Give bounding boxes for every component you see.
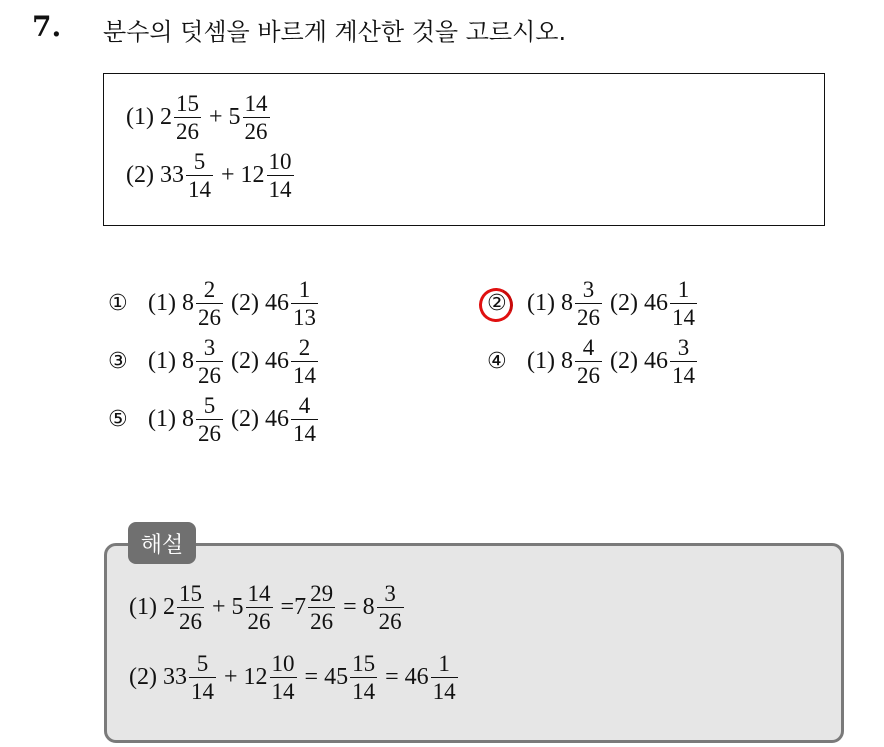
choice-answer bbox=[148, 336, 320, 387]
choice-answer bbox=[527, 336, 699, 387]
choice-answer bbox=[527, 278, 699, 329]
part-label: (2) bbox=[609, 348, 638, 374]
solution-box bbox=[104, 543, 844, 743]
denominator: 26 bbox=[197, 305, 221, 330]
fraction bbox=[196, 394, 223, 445]
equals-sign: = bbox=[385, 664, 399, 690]
plus-operator: + bbox=[223, 664, 238, 690]
choice-marker: ③ bbox=[108, 349, 128, 374]
numerator: 14 bbox=[247, 581, 271, 606]
choice-4[interactable] bbox=[487, 336, 699, 387]
fraction bbox=[196, 336, 223, 387]
denominator: 14 bbox=[292, 363, 316, 388]
fraction bbox=[431, 652, 458, 703]
given-expression-1 bbox=[126, 92, 272, 143]
denominator: 26 bbox=[197, 363, 221, 388]
mixed-whole: 33 bbox=[162, 664, 187, 690]
given-box bbox=[103, 73, 825, 226]
numerator: 3 bbox=[677, 335, 690, 360]
numerator: 15 bbox=[178, 581, 202, 606]
part-label: (2) bbox=[230, 348, 259, 374]
selected-answer-circle bbox=[474, 283, 518, 327]
numerator: 5 bbox=[196, 651, 209, 676]
part-label: (2) bbox=[129, 664, 157, 690]
fraction bbox=[246, 582, 273, 633]
mixed-whole: 12 bbox=[243, 664, 268, 690]
solution-title-tab: 해설 bbox=[128, 522, 196, 564]
denominator: 26 bbox=[197, 421, 221, 446]
mixed-whole: 12 bbox=[240, 162, 265, 188]
choice-marker-wrap bbox=[487, 290, 527, 317]
fraction bbox=[377, 582, 404, 633]
numerator: 4 bbox=[582, 335, 595, 360]
numerator: 15 bbox=[175, 91, 199, 116]
choice-marker: ④ bbox=[487, 349, 507, 374]
part-label: (1) bbox=[148, 348, 176, 374]
solution-line-1 bbox=[129, 582, 406, 633]
fraction bbox=[291, 278, 318, 329]
denominator: 26 bbox=[175, 119, 199, 144]
fraction bbox=[267, 150, 294, 201]
numerator: 1 bbox=[677, 277, 690, 302]
numerator: 29 bbox=[310, 581, 334, 606]
choice-1[interactable] bbox=[108, 278, 320, 329]
part-label: (1) bbox=[148, 406, 176, 432]
denominator: 14 bbox=[190, 679, 214, 704]
numerator: 1 bbox=[438, 651, 450, 676]
denominator: 14 bbox=[271, 679, 295, 704]
mixed-whole: 45 bbox=[324, 664, 349, 690]
mixed-whole: 8 bbox=[560, 290, 573, 316]
mixed-whole: 5 bbox=[231, 594, 244, 620]
numerator: 2 bbox=[203, 277, 216, 302]
part-label: (2) bbox=[230, 406, 259, 432]
mixed-whole: 46 bbox=[264, 348, 289, 374]
denominator: 26 bbox=[244, 119, 268, 144]
equals-sign: = bbox=[343, 594, 357, 620]
mixed-whole: 8 bbox=[181, 348, 194, 374]
mixed-whole: 5 bbox=[228, 104, 241, 130]
fraction bbox=[291, 394, 318, 445]
denominator: 14 bbox=[671, 305, 695, 330]
mixed-whole: 46 bbox=[264, 290, 289, 316]
fraction bbox=[308, 582, 335, 633]
denominator: 14 bbox=[352, 679, 376, 704]
part-label: (2) bbox=[230, 290, 259, 316]
fraction bbox=[670, 336, 697, 387]
plus-operator: + bbox=[211, 594, 226, 620]
question-text: 분수의 덧셈을 바르게 계산한 것을 고르시오. bbox=[103, 18, 567, 46]
equals-sign: = bbox=[280, 594, 295, 620]
numerator: 5 bbox=[193, 149, 206, 174]
mixed-whole: 46 bbox=[264, 406, 289, 432]
mixed-whole: 46 bbox=[404, 664, 429, 690]
fraction bbox=[350, 652, 377, 703]
numerator: 2 bbox=[298, 335, 311, 360]
fraction bbox=[174, 92, 201, 143]
fraction bbox=[186, 150, 213, 201]
given-expression-2 bbox=[126, 150, 296, 201]
given-label: (1) bbox=[126, 104, 154, 130]
mixed-whole: 8 bbox=[560, 348, 573, 374]
mixed-whole: 46 bbox=[643, 348, 668, 374]
numerator: 3 bbox=[203, 335, 216, 360]
fraction bbox=[670, 278, 697, 329]
denominator: 13 bbox=[292, 305, 316, 330]
part-label: (1) bbox=[527, 290, 555, 316]
numerator: 10 bbox=[271, 651, 295, 676]
part-label: (2) bbox=[609, 290, 638, 316]
numerator: 14 bbox=[244, 91, 268, 116]
mixed-whole: 8 bbox=[181, 406, 194, 432]
denominator: 14 bbox=[671, 363, 695, 388]
numerator: 15 bbox=[352, 651, 376, 676]
choice-marker: ② bbox=[487, 291, 507, 316]
mixed-whole: 46 bbox=[643, 290, 668, 316]
solution-line-2 bbox=[129, 652, 460, 703]
choice-marker: ① bbox=[108, 291, 128, 316]
denominator: 14 bbox=[432, 679, 456, 704]
plus-operator: + bbox=[220, 162, 235, 188]
mixed-whole: 2 bbox=[162, 594, 175, 620]
numerator: 4 bbox=[298, 393, 311, 418]
numerator: 3 bbox=[384, 581, 396, 606]
part-label: (1) bbox=[129, 594, 157, 620]
fraction bbox=[177, 582, 204, 633]
numerator: 3 bbox=[582, 277, 595, 302]
part-label: (1) bbox=[148, 290, 176, 316]
choice-answer bbox=[148, 278, 320, 329]
choice-3[interactable] bbox=[108, 336, 320, 387]
mixed-whole: 33 bbox=[159, 162, 184, 188]
mixed-whole: 8 bbox=[362, 594, 375, 620]
denominator: 26 bbox=[178, 609, 202, 634]
fraction bbox=[189, 652, 216, 703]
denominator: 14 bbox=[292, 421, 316, 446]
choice-marker: ⑤ bbox=[108, 407, 128, 432]
numerator: 5 bbox=[203, 393, 216, 418]
part-label: (1) bbox=[527, 348, 555, 374]
denominator: 26 bbox=[576, 305, 600, 330]
fraction bbox=[196, 278, 223, 329]
equals-sign: = bbox=[304, 664, 319, 690]
given-label: (2) bbox=[126, 162, 154, 188]
choice-answer bbox=[148, 394, 320, 445]
denominator: 26 bbox=[576, 363, 600, 388]
mixed-whole: 7 bbox=[294, 594, 307, 620]
denominator: 26 bbox=[247, 609, 271, 634]
mixed-whole: 8 bbox=[181, 290, 194, 316]
numerator: 1 bbox=[298, 277, 311, 302]
choice-2[interactable] bbox=[487, 278, 699, 329]
question-number: 7. bbox=[32, 10, 62, 43]
numerator: 10 bbox=[268, 149, 292, 174]
plus-operator: + bbox=[208, 104, 223, 130]
denominator: 26 bbox=[310, 609, 334, 634]
denominator: 26 bbox=[378, 609, 402, 634]
fraction bbox=[575, 278, 602, 329]
choice-5[interactable] bbox=[108, 394, 320, 445]
fraction bbox=[270, 652, 297, 703]
fraction bbox=[291, 336, 318, 387]
fraction bbox=[243, 92, 270, 143]
mixed-whole: 2 bbox=[159, 104, 172, 130]
denominator: 14 bbox=[187, 177, 211, 202]
fraction bbox=[575, 336, 602, 387]
denominator: 14 bbox=[268, 177, 292, 202]
